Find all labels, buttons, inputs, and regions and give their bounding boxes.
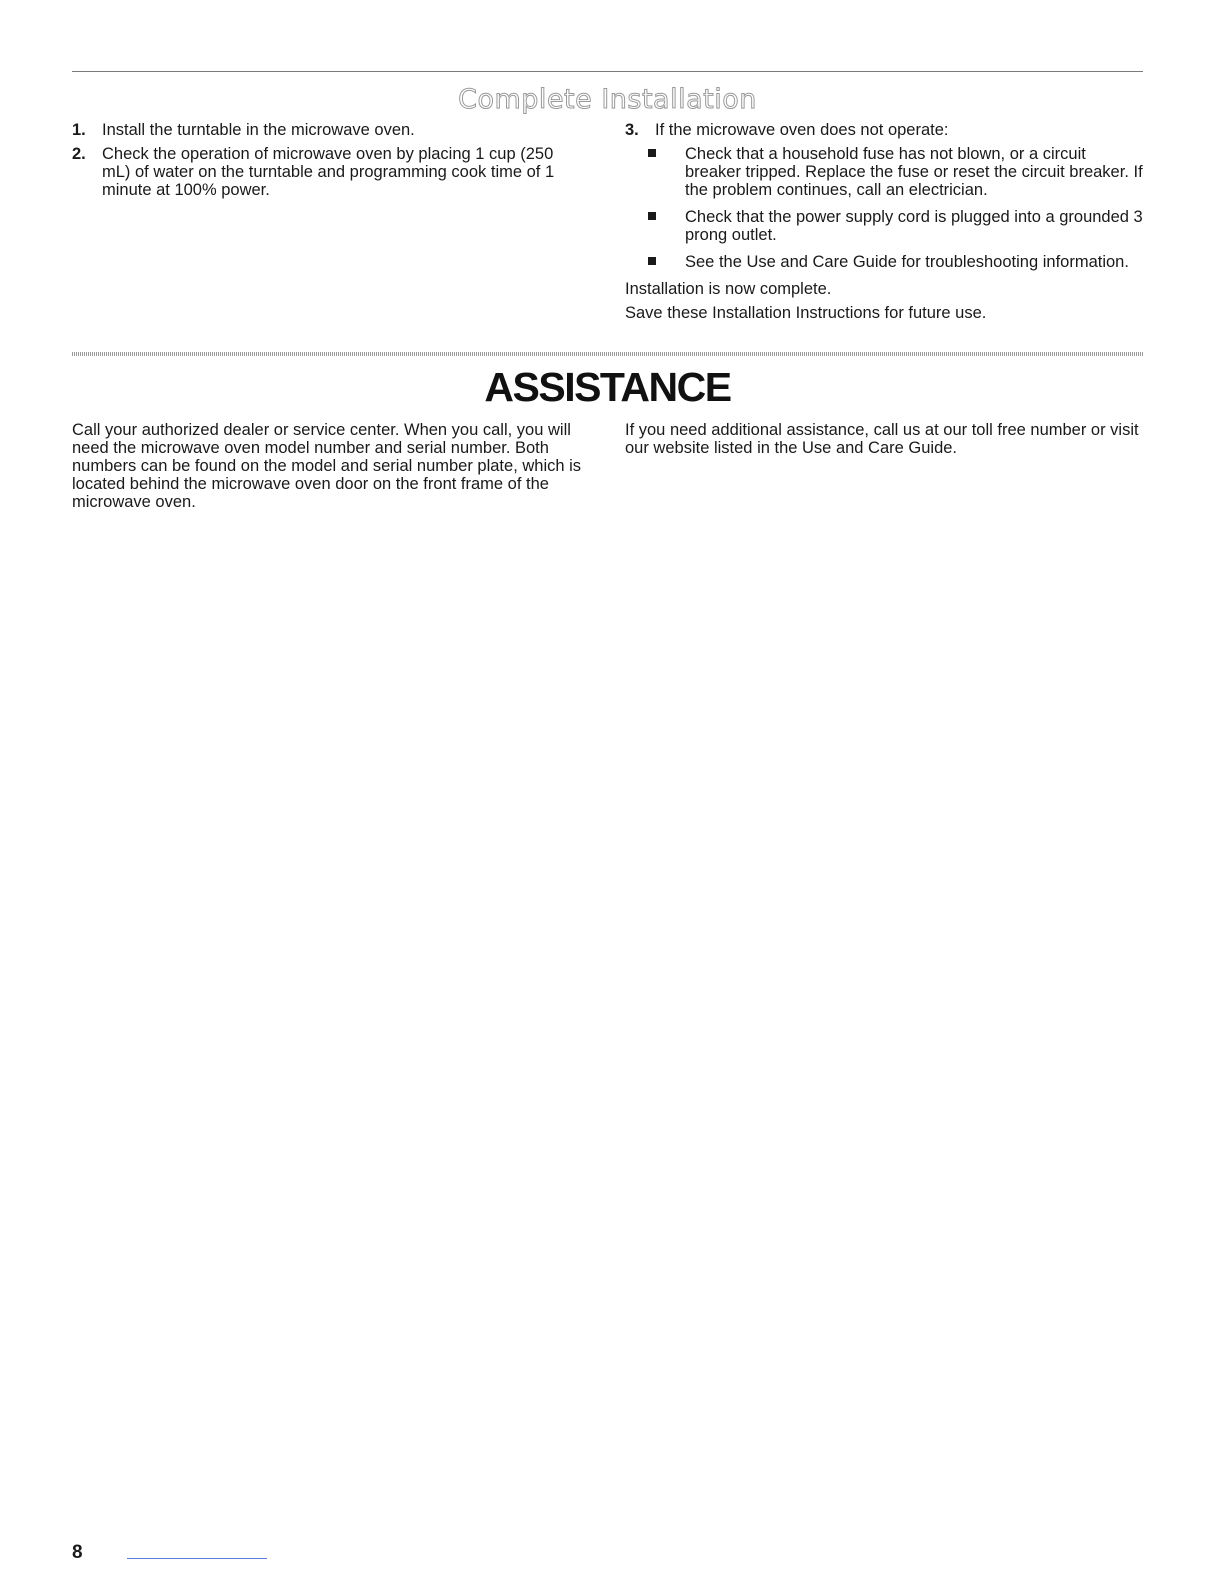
square-bullet-icon [648,257,656,265]
bullet-text: See the Use and Care Guide for troubleshooting information. [685,253,1129,271]
step-number: 1. [72,121,86,139]
square-bullet-icon [648,212,656,220]
right-column [625,121,1145,328]
section-title: Complete Installation [458,84,757,115]
save-instructions-note: Save these Installation Instructions for future use. [625,304,987,322]
troubleshoot-list [625,145,1145,271]
assistance-left-text: Call your authorized dealer or service center. When you call, you will need the microwave oven model number and serial number. Both numbers can be found on the model and serial number plate, which is located behind the microwave oven door on the front frame of the microwave oven. [72,421,582,511]
square-bullet-icon [648,149,656,157]
page-number: 8 [72,1542,83,1563]
step-1 [72,121,572,139]
step-3 [625,121,1145,139]
bullet-text: Check that a household fuse has not blown, or a circuit breaker tripped. Replace the fuse or reset the circuit breaker. If the problem continues, call an electrician. [685,145,1143,199]
completion-note: Installation is now complete. [625,280,832,298]
step-number: 2. [72,145,86,163]
step-2 [72,145,572,199]
footer-line [127,1558,267,1559]
step-text: Install the turntable in the microwave oven. [102,121,415,139]
bullet-text: Check that the power supply cord is plugged into a grounded 3 prong outlet. [685,208,1143,244]
step-text: If the microwave oven does not operate: [655,121,949,139]
step-number: 3. [625,121,639,139]
assistance-title: ASSISTANCE [484,364,731,410]
top-rule [72,71,1143,72]
left-column [72,121,572,205]
list-item [625,145,1145,199]
assistance-right-text: If you need additional assistance, call us at our toll free number or visit our website listed in the Use and Care Guide. [625,421,1139,457]
step-text: Check the operation of microwave oven by placing 1 cup (250 mL) of water on the turntable and programming cook time of 1 minute at 100% power. [102,145,555,199]
list-item [625,208,1145,244]
list-item [625,253,1145,271]
section-divider [72,352,1143,356]
